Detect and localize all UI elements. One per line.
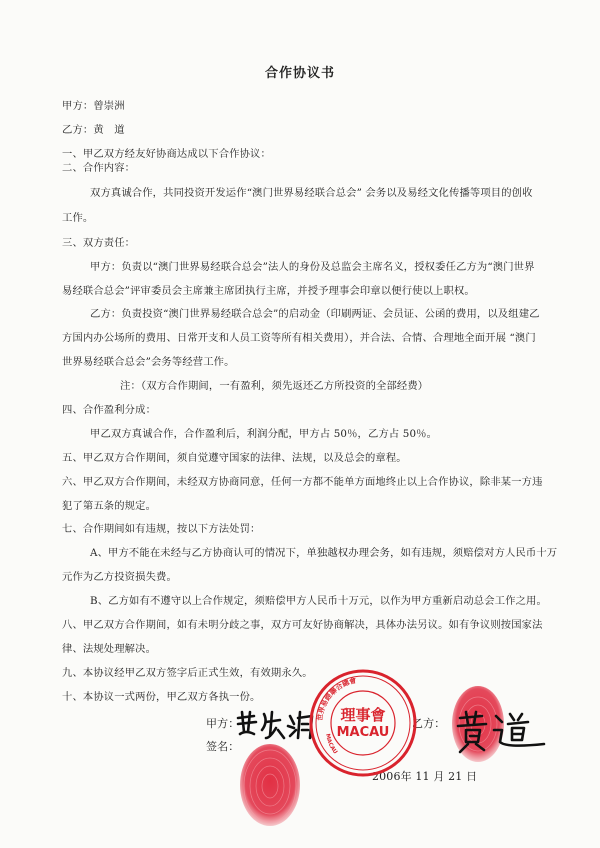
party-b-name: 黄 道 (93, 124, 125, 136)
section-heading: 十、本协议一式两份，甲乙双方各执一份。 (62, 691, 261, 703)
seal-macau-text: MACAU (336, 725, 390, 740)
seal-arc-text-bottom: MACAU (324, 733, 339, 756)
paragraph: 甲方：负责以“澳门世界易经联合总会”法人的身份及总监会主席名义，授权委任乙方为“澳门世界 (90, 261, 535, 273)
section-heading: 五、甲乙双方合作期间，须自觉遵守国家的法律、法规，以及总会的章程。 (62, 452, 407, 464)
signature-label-sign: 签名： (206, 740, 240, 753)
signature-label-party-a: 甲方： (206, 717, 240, 730)
section-heading: 八、甲乙双方合作期间，如有未明分歧之事，双方可友好协商解决，具体办法另议。如有争议则按国家法 (62, 619, 543, 631)
signature-party-b-icon (452, 708, 552, 756)
signature-party-a-icon (232, 708, 318, 744)
signature-label-party-b: 乙方： (412, 717, 446, 730)
party-a-name: 曾崇洲 (93, 100, 125, 112)
section-heading: 九、本协议经甲乙双方签字后正式生效，有效期永久。 (62, 667, 313, 679)
party-a-line (62, 99, 125, 113)
document-title: 合作协议书 (264, 66, 335, 81)
paragraph: 甲乙双方真诚合作，合作盈利后，利润分配，甲方占 50％，乙方占 50％。 (90, 428, 438, 440)
paragraph: A、甲方不能在未经与乙方协商认可的情况下，单独越权办理会务，如有违规，须赔偿对方人民币十万 (90, 547, 558, 559)
party-a-label: 甲方： (62, 100, 94, 112)
section-heading: 七、合作期间如有违规，按以下方法处罚： (62, 523, 261, 535)
paragraph: 律、法规处理解决。 (62, 643, 157, 655)
thumbprint-a-icon (238, 742, 302, 828)
paragraph: 犯了第五条的规定。 (62, 500, 157, 512)
paragraph: B、乙方如有不遵守以上合作规定，须赔偿甲方人民币十万元，以作为甲方重新启动总会工作之用。 (90, 595, 547, 607)
section-heading: 四、合作盈利分成： (62, 404, 157, 416)
paragraph: 易经联合总会”评审委员会主席兼主席团执行主席，并授予理事会印章以便行使以上职权。 (62, 285, 475, 297)
signing-date: 2006年 11 月 21 日 (372, 770, 478, 783)
paragraph: 双方真诚合作，共同投资开发运作“澳门世界易经联合总会” 会务以及易经文化传播等项目的创收 (90, 187, 533, 199)
paragraph: 工作。 (62, 212, 94, 224)
party-b-line (62, 123, 125, 137)
paragraph: 世界易经联合总会”会务等经营工作。 (62, 356, 235, 368)
section-heading: 六、甲乙双方合作期间，未经双方协商同意，任何一方都不能单方面地终止以上合作协议，除非某一方违 (62, 476, 543, 488)
section-heading: 二、合作内容： (62, 162, 136, 174)
official-seal-icon (308, 668, 418, 778)
seal-center-text: 理事會 (340, 706, 386, 724)
party-b-label: 乙方： (62, 124, 94, 136)
paragraph: 一、甲乙双方经友好协商达成以下合作协议： (62, 148, 271, 160)
note: 注：（双方合作期间，一有盈利，须先返还乙方所投资的全部经费） (120, 380, 429, 392)
section-heading: 三、双方责任： (62, 237, 136, 249)
paragraph: 方国内办公场所的费用、日常开支和人员工资等所有相关费用），并合法、合情、合理地全面开展 “澳门 (62, 332, 536, 344)
seal-arc-text: 世界易經聯合總會 (315, 676, 358, 722)
paragraph: 乙方：负责投资“澳门世界易经联合总会”的启动金（印刷两证、会员证、公函的费用，以及组建乙 (90, 308, 540, 320)
paragraph: 元作为乙方投资损失费。 (62, 571, 177, 583)
